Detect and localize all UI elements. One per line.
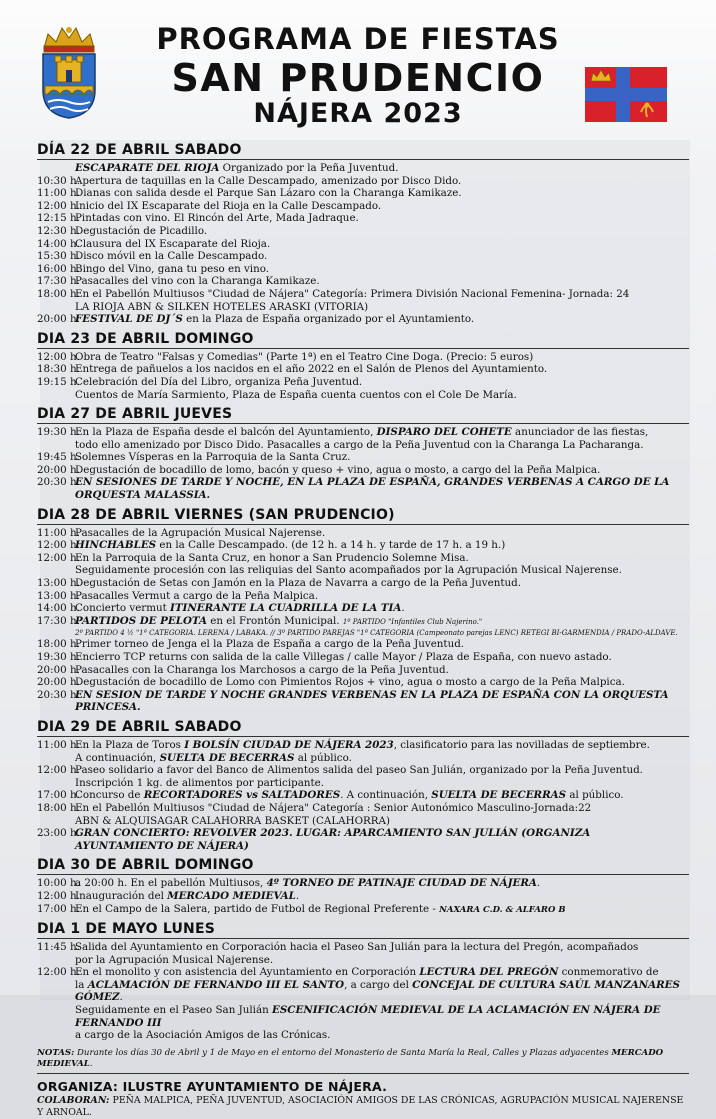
event-description — [75, 602, 689, 615]
event-row — [37, 739, 689, 752]
event-text: Solemnes Vísperas en la Parroquia de la Santa Cruz. — [75, 451, 351, 464]
event-time: 18:00 h. — [37, 287, 80, 300]
event-row — [37, 941, 689, 954]
event-time: 18:00 h. — [37, 801, 80, 814]
event-description — [75, 764, 689, 777]
notes-line — [37, 1048, 689, 1074]
event-continuation — [37, 752, 689, 765]
highlight-text: MERCADO MEDIEVAL — [167, 889, 296, 902]
event-continuation — [37, 815, 689, 828]
event-description — [75, 638, 689, 651]
event-text: Obra de Teatro "Falsas y Comedias" (Parte 1ª) en el Teatro Cine Doga. (Precio: 5 euros) — [75, 350, 534, 363]
event-text: Bingo del Vino, gana tu peso en vino. — [75, 262, 270, 275]
event-text: Pasacalles de la Agrupación Musical Najerense. — [75, 526, 326, 539]
event-text: Pasacalles del vino con la Charanga Kamikaze. — [75, 275, 320, 288]
event-time: 17:30 h. — [37, 614, 80, 627]
event-time: 11:00 h. — [37, 187, 80, 200]
event-description — [75, 552, 689, 565]
event-time: 13:00 h. — [37, 577, 80, 590]
event-row — [37, 827, 689, 852]
highlight-text: ESCAPARATE DEL RIOJA — [75, 162, 220, 174]
event-description — [75, 376, 689, 389]
highlight-text: I BOLSÍN CIUDAD DE NÁJERA 2023 — [184, 738, 394, 751]
event-time: 20:30 h. — [37, 476, 80, 489]
highlight-text: GRAN CONCIERTO: REVOLVER 2023. LUGAR: APARCAMIENTO SAN JULIÁN (ORGANIZA AYUNTAMIENTO DE NÁJERA) — [75, 827, 591, 852]
event-text: Inscripción 1 kg. de alimentos por participante. — [75, 776, 324, 789]
event-description — [75, 263, 689, 276]
highlight-text: CONCEJAL DE CULTURA SAÚL MANZANARES GÓMEZ — [75, 978, 680, 1004]
event-time: 19:45 h. — [37, 451, 80, 464]
highlight-text: 4º TORNEO DE PATINAJE CIUDAD DE NÁJERA — [266, 877, 537, 890]
event-time: 10:30 h. — [37, 174, 80, 187]
event-row — [37, 351, 689, 364]
event-description — [75, 539, 689, 552]
event-text: Organizado por la Peña Juventud. — [219, 162, 399, 174]
event-text: al público. — [566, 789, 624, 802]
event-time: 12:00 h. — [37, 551, 80, 564]
event-text: Pasacalles con la Charanga los Marchosos a cargo de la Peña Juventud. — [75, 663, 449, 676]
highlight-text: SUELTA DE BECERRAS — [159, 751, 295, 764]
event-row — [37, 376, 689, 389]
highlight-text: EN SESIONES DE TARDE Y NOCHE, EN LA PLAZA DE ESPAÑA, GRANDES VERBENAS A CARGO DE LA ORQUESTA MALASSIA. — [75, 476, 670, 502]
event-description — [75, 275, 689, 288]
event-time: 17:30 h. — [37, 275, 80, 288]
event-row — [37, 590, 689, 603]
event-text: Degustación de Setas con Jamón en la Plaza de Navarra a cargo de la Peña Juventud. — [75, 577, 521, 590]
event-time: 14:00 h. — [37, 237, 80, 250]
event-text: En el Pabellón Multiusos "Ciudad de Nájera" Categoría : Senior Autonómico Masculino-Jornada:22 — [75, 801, 592, 814]
highlight-text: DISPARO DEL COHETE — [376, 426, 512, 439]
event-time: 12:15 h. — [37, 212, 80, 225]
event-time: 11:45 h. — [37, 941, 80, 954]
event-row — [37, 476, 689, 501]
event-text: en la Calle Descampado. (de 12 h. a 14 h. y tarde de 17 h. a 19 h.) — [156, 539, 506, 552]
event-text: Inauguración del — [75, 889, 168, 902]
event-row — [37, 363, 689, 376]
event-text: en el Frontón Municipal. — [207, 614, 343, 627]
event-text: . A continuación, — [340, 789, 432, 802]
event-time: 12:00 h. — [37, 764, 80, 777]
event-description — [75, 966, 689, 979]
event-continuation — [37, 439, 689, 452]
event-row — [37, 200, 689, 213]
highlight-text: ACLAMACIÓN DE FERNANDO III EL SANTO — [87, 978, 345, 991]
event-continuation — [37, 954, 689, 967]
event-time: 20:00 h. — [37, 313, 80, 326]
event-text: Disco móvil en la Calle Descampado. — [75, 250, 268, 263]
event-description — [75, 789, 689, 802]
event-description — [75, 162, 689, 175]
event-row — [37, 313, 689, 326]
event-text: En la Plaza de España desde el balcón del Ayuntamiento, — [75, 426, 377, 439]
event-row — [37, 764, 689, 777]
event-row — [37, 577, 689, 590]
event-text: Degustación de bocadillo de lomo, bacón y queso + vino, agua o mosto, a cargo del la Peña Malpica. — [75, 463, 601, 476]
event-description — [75, 689, 689, 714]
event-text: Dianas con salida desde el Parque San Lázaro con la Charanga Kamikaze. — [75, 187, 462, 200]
poster-header — [0, 0, 716, 140]
event-time: 17:00 h. — [37, 902, 80, 915]
event-time: 19:15 h. — [37, 375, 80, 388]
event-text: . — [119, 991, 123, 1004]
event-text: Pintadas con vino. El Rincón del Arte, Mada Jadraque. — [75, 212, 359, 225]
day-heading: DIA 29 DE ABRIL SABADO — [37, 719, 689, 737]
event-detail-small: 2º PARTIDO 4 ½ "1ª CATEGORIA. LERENA / LABAKA. // 3º PARTIDO PAREJAS "1ª CATEGORIA (Campeonato parejas LENC) RETEGI BI-GARMENDIA / PRADO-ALDAVE. — [75, 629, 678, 638]
event-time: 19:30 h. — [37, 651, 80, 663]
event-row — [37, 890, 689, 903]
festival-name: SAN PRUDENCIO — [171, 56, 545, 100]
event-description — [75, 225, 689, 238]
event-time: 18:30 h. — [37, 363, 80, 376]
event-text: ABN & ALQUISAGAR CALAHORRA BASKET (CALAHORRA) — [75, 814, 390, 827]
event-text: En el monolito y con asistencia del Ayuntamiento en Corporación — [75, 966, 420, 979]
event-text: . — [295, 889, 300, 902]
event-row — [37, 877, 689, 890]
highlight-text: SUELTA DE BECERRAS — [431, 789, 567, 802]
event-time: 20:00 h. — [37, 463, 80, 476]
event-row — [37, 689, 689, 714]
event-text: la — [75, 978, 88, 991]
highlight-text: LECTURA DEL PREGÓN — [419, 966, 559, 979]
notes-end: . — [89, 1058, 93, 1069]
event-text: En el Campo de la Salera, partido de Futbol de Regional Preferente - — [75, 902, 440, 915]
event-text: Celebración del Día del Libro, organiza Peña Juventud. — [75, 375, 363, 388]
najera-flag-icon — [585, 67, 667, 122]
event-text: Paseo solidario a favor del Banco de Alimentos salida del paseo San Julián, organizado por la Peña Juventud. — [75, 764, 643, 777]
event-row — [37, 263, 689, 276]
event-text: Concierto vermut — [75, 602, 171, 615]
event-text: al público. — [294, 751, 352, 764]
event-description — [75, 476, 689, 501]
day-heading: DIA 27 DE ABRIL JUEVES — [37, 406, 689, 424]
event-description — [75, 664, 689, 677]
event-text: todo ello amenizado por Disco Dido. Pasacalles a cargo de la Peña Juventud con la Charanga La Pacharanga. — [75, 438, 644, 451]
event-text: Degustación de Picadillo. — [75, 224, 208, 237]
event-row — [37, 527, 689, 540]
event-row — [37, 212, 689, 225]
highlight-text: HINCHABLES — [75, 539, 157, 552]
highlight-text: ESCENIFICACIÓN MEDIEVAL DE LA ACLAMACIÓN EN NÁJERA DE FERNANDO III — [75, 1004, 661, 1029]
day-section — [37, 719, 689, 852]
event-row — [37, 275, 689, 288]
event-text: Clausura del IX Escaparate del Rioja. — [75, 237, 271, 250]
program-schedule — [37, 142, 689, 1119]
event-text: . — [401, 602, 405, 615]
event-text: a cargo de la Asociación Amigos de las Crónicas. — [75, 1029, 331, 1042]
event-time: 12:00 h. — [37, 539, 80, 552]
program-title: PROGRAMA DE FIESTAS — [156, 22, 560, 56]
event-time: 20:00 h. — [37, 676, 80, 689]
event-text: Primer torneo de Jenga el la Plaza de España a cargo de la Peña Juventud. — [75, 638, 465, 651]
event-text: Seguidamente en el Paseo San Julián — [75, 1004, 272, 1017]
event-row — [37, 615, 689, 629]
event-text: Cuentos de María Sarmiento, Plaza de España cuenta cuentos con el Cole De María. — [75, 388, 517, 401]
event-row — [37, 288, 689, 301]
event-text: por la Agrupación Musical Najerense. — [75, 953, 274, 966]
event-row — [37, 225, 689, 238]
event-continuation — [37, 564, 689, 577]
event-text: LA RIOJA ABN & SILKEN HOTELES ARASKI (VITORIA) — [75, 300, 369, 313]
day-heading: DIA 30 DE ABRIL DOMINGO — [37, 857, 689, 875]
event-time: 12:00 h. — [37, 199, 80, 212]
highlight-text: PARTIDOS DE PELOTA — [75, 614, 208, 627]
organizer: ORGANIZA: ILUSTRE AYUNTAMIENTO DE NÁJERA. — [37, 1078, 388, 1094]
event-description — [75, 464, 689, 477]
event-text: a 20:00 h. En el pabellón Multiusos, — [75, 877, 267, 890]
event-text: NAXARA C.D. & ALFARO B — [439, 904, 566, 915]
event-description — [75, 739, 689, 752]
event-description — [75, 941, 689, 954]
town-year: NÁJERA 2023 — [253, 98, 463, 129]
event-text: En el Pabellón Multiusos "Ciudad de Nájera" Categoría: Primera División Nacional Femenina- Jornada: 24 — [75, 287, 630, 300]
event-time: 12:00 h. — [37, 966, 80, 979]
event-description — [75, 175, 689, 188]
event-row — [37, 552, 689, 565]
event-text: Salida del Ayuntamiento en Corporación hacia el Paseo San Julián para la lectura del Pregón, acompañados — [75, 941, 639, 954]
event-text: En la Parroquia de la Santa Cruz, en honor a San Prudencio Solemne Misa. — [75, 551, 469, 564]
event-description — [75, 527, 689, 540]
notes-label: NOTAS: — [37, 1047, 75, 1058]
event-row — [37, 651, 689, 664]
day-section — [37, 331, 689, 401]
event-time: 12:00 h. — [37, 350, 80, 363]
event-row — [37, 426, 689, 439]
event-description — [75, 903, 689, 917]
event-description — [75, 200, 689, 213]
event-text: , a cargo del — [344, 978, 413, 991]
event-continuation — [37, 777, 689, 790]
event-description — [75, 238, 689, 251]
event-description — [75, 212, 689, 225]
event-row — [37, 638, 689, 651]
event-time: 11:00 h. — [37, 526, 80, 539]
event-description — [75, 313, 689, 326]
event-row — [37, 162, 689, 175]
event-row — [37, 238, 689, 251]
event-continuation — [37, 389, 689, 402]
day-heading: DÍA 22 DE ABRIL SABADO — [37, 142, 689, 160]
event-text: Apertura de taquillas en la Calle Descampado, amenizado por Disco Dido. — [75, 174, 462, 187]
event-description — [75, 187, 689, 200]
event-text: Inicio del IX Escaparate del Rioja en la Calle Descampado. — [75, 199, 382, 212]
event-time — [37, 162, 75, 175]
event-time: 11:00 h. — [37, 738, 80, 751]
event-description — [75, 451, 689, 464]
day-section — [37, 921, 689, 1042]
event-row — [37, 602, 689, 615]
event-description — [75, 676, 689, 689]
event-text: Encierro TCP returns con salida de la calle Villegas / calle Mayor / Plaza de España, con nuevo astado. — [75, 651, 612, 663]
day-heading: DIA 23 DE ABRIL DOMINGO — [37, 331, 689, 349]
event-row — [37, 539, 689, 552]
event-description — [75, 590, 689, 603]
event-time: 16:00 h. — [37, 262, 80, 275]
event-row — [37, 966, 689, 979]
event-time: 12:00 h. — [37, 889, 80, 902]
event-description — [75, 890, 689, 903]
event-description — [75, 827, 689, 852]
event-time: 12:30 h. — [37, 224, 80, 237]
event-row — [37, 802, 689, 815]
event-description — [75, 802, 689, 815]
event-time: 10:00 h. — [37, 877, 80, 890]
event-description — [75, 577, 689, 590]
event-time: 13:00 h. — [37, 589, 80, 602]
event-continuation — [37, 979, 689, 1004]
event-row — [37, 676, 689, 689]
day-heading: DIA 28 DE ABRIL VIERNES (SAN PRUDENCIO) — [37, 507, 689, 525]
event-row — [37, 464, 689, 477]
event-text: , clasificatorio para las novilladas de septiembre. — [393, 738, 650, 751]
event-time: 19:30 h. — [37, 426, 80, 439]
event-continuation — [37, 1029, 689, 1042]
day-section — [37, 406, 689, 502]
event-continuation — [37, 1004, 689, 1029]
event-description — [75, 651, 689, 664]
event-time: 17:00 h. — [37, 789, 80, 802]
event-description — [75, 351, 689, 364]
event-text: anunciador de las fiestas, — [511, 426, 649, 439]
event-time: 14:00 h. — [37, 602, 80, 615]
collaborators-label: COLABORAN: — [37, 1094, 110, 1106]
event-description — [75, 615, 689, 629]
event-row — [37, 175, 689, 188]
event-text: Seguidamente procesión con las reliquias del Santo acompañados por la Agrupación Musical Najerense. — [75, 564, 622, 577]
event-continuation — [37, 301, 689, 314]
event-row — [37, 789, 689, 802]
day-heading: DIA 1 DE MAYO LUNES — [37, 921, 689, 939]
collaborators-text: PEÑA MALPICA, PEÑA JUVENTUD, ASOCIACIÓN AMIGOS DE LAS CRÓNICAS, AGRUPACIÓN MUSICAL NAJERENSE Y ARNOAL. — [37, 1094, 684, 1118]
day-section — [37, 142, 689, 326]
event-description — [75, 877, 689, 890]
event-text: conmemorativo de — [558, 966, 659, 979]
event-text: A continuación, — [75, 751, 160, 764]
event-text: En la Plaza de Toros — [75, 738, 185, 751]
event-row — [37, 451, 689, 464]
event-description — [75, 250, 689, 263]
event-row — [37, 250, 689, 263]
highlight-text: RECORTADORES vs SALTADORES — [143, 789, 341, 802]
event-row — [37, 664, 689, 677]
event-time: 20:00 h. — [37, 663, 80, 676]
event-description — [75, 363, 689, 376]
event-time: 15:30 h. — [37, 250, 80, 263]
day-section — [37, 507, 689, 714]
event-row — [37, 903, 689, 917]
event-text: 1º PARTIDO "Infantiles Club Najerino." — [342, 617, 483, 626]
event-description — [75, 426, 689, 439]
event-row — [37, 187, 689, 200]
highlight-text: EN SESION DE TARDE Y NOCHE GRANDES VERBENAS EN LA PLAZA DE ESPAÑA CON LA ORQUESTA PRINCESA. — [75, 688, 669, 714]
highlight-text: FESTIVAL DE DJ´S — [75, 313, 183, 326]
highlight-text: ITINERANTE LA CUADRILLA DE LA TIA — [170, 602, 402, 615]
event-text: Pasacalles Vermut a cargo de la Peña Malpica. — [75, 589, 319, 602]
event-text: . — [536, 877, 541, 890]
notes-text: Durante los días 30 de Abril y 1 de Mayo en el entorno del Monasterio de Santa María la Real, Calles y Plazas adyacentes — [74, 1047, 612, 1058]
event-text: Entrega de pañuelos a los nacidos en el año 2022 en el Salón de Plenos del Ayuntamiento. — [75, 363, 548, 376]
event-description — [75, 288, 689, 301]
day-section — [37, 857, 689, 916]
collaborators — [37, 1095, 689, 1119]
event-text: en la Plaza de España organizado por el Ayuntamiento. — [182, 313, 475, 326]
event-time: 20:30 h. — [37, 688, 80, 701]
event-time: 18:00 h. — [37, 638, 80, 651]
event-time: 23:00 h. — [37, 827, 80, 840]
event-text: Concurso de — [75, 789, 144, 802]
notes-highlight: MERCADO MEDIEVAL — [37, 1047, 664, 1069]
event-text: Degustación de bocadillo de Lomo con Pimientos Rojos + vino, agua o mosto a cargo de la Peña Malpica. — [75, 676, 625, 689]
